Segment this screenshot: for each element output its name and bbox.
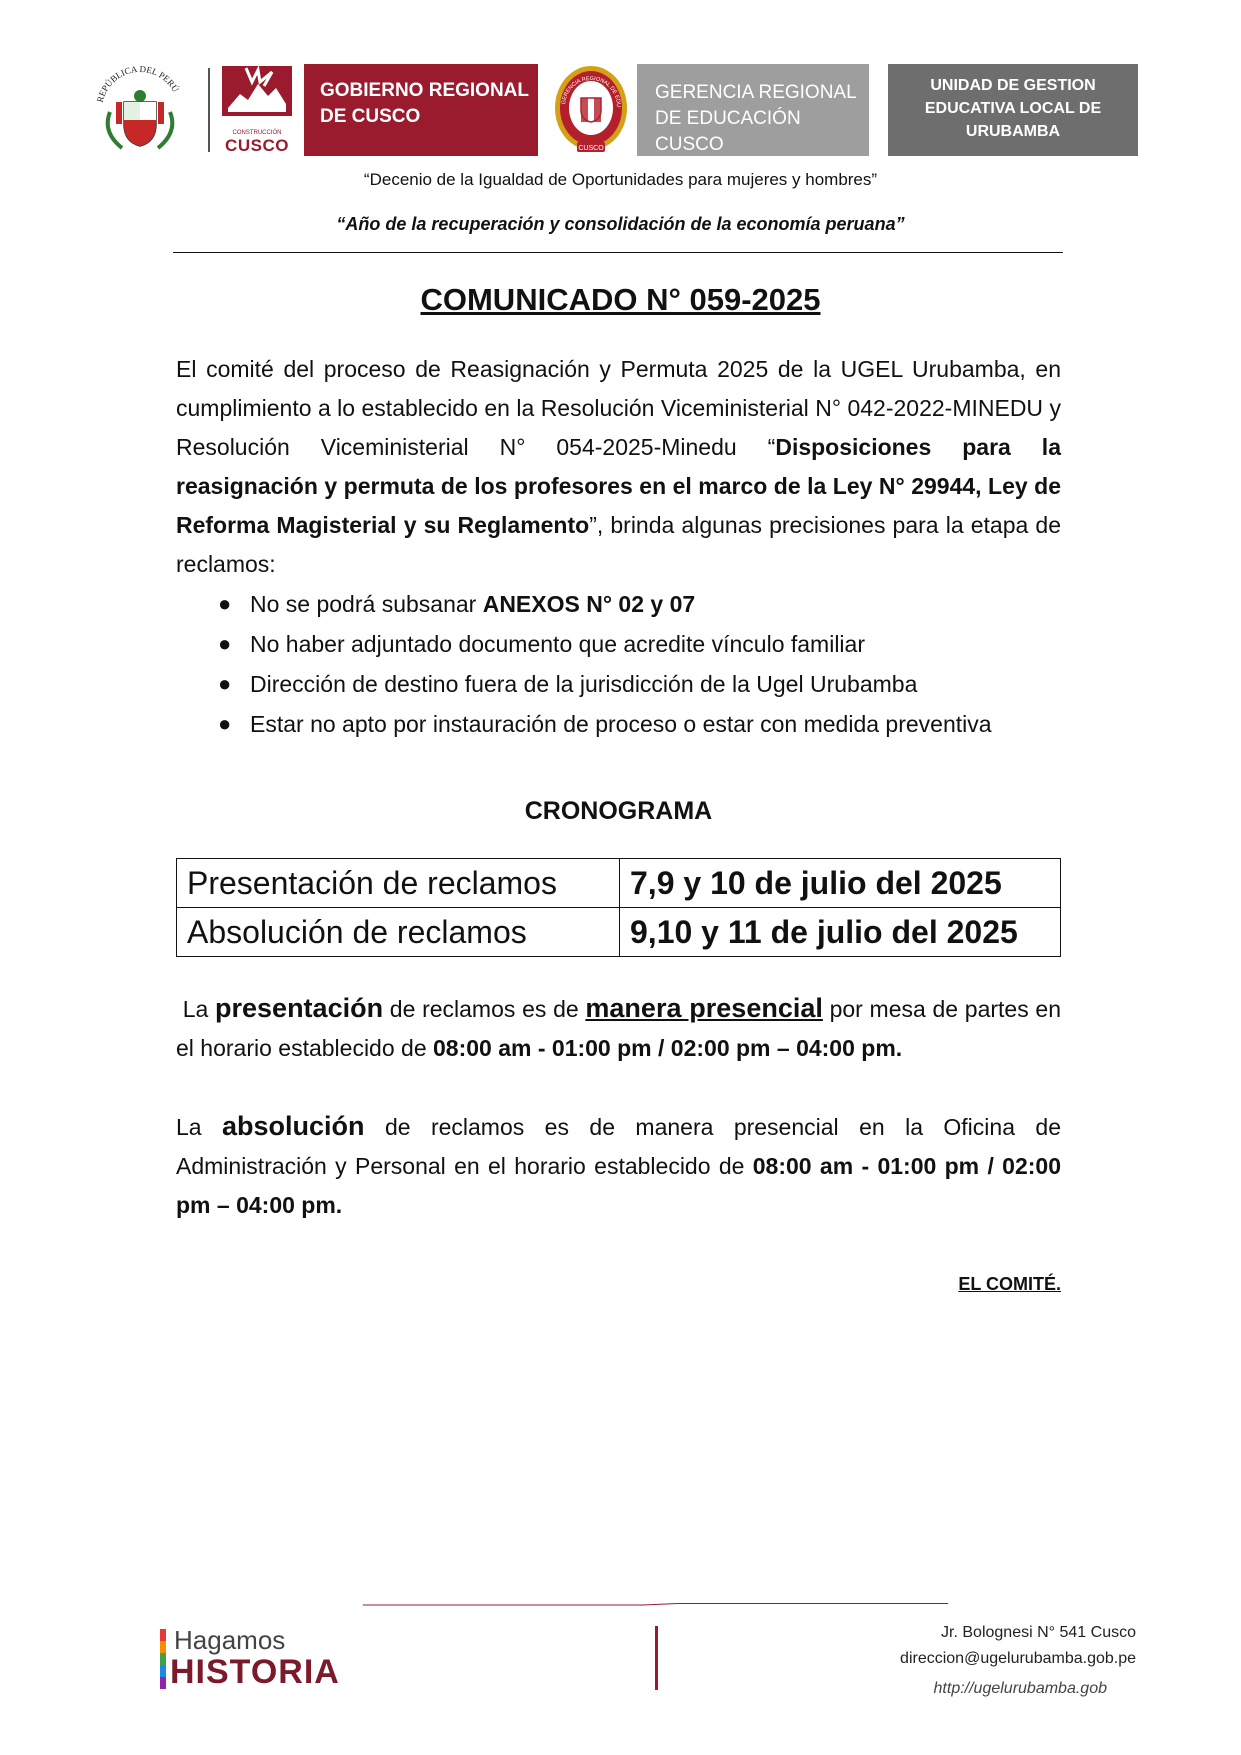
- cronograma-title: CRONOGRAMA: [524, 797, 713, 825]
- intro-paragraph: [176, 350, 1061, 584]
- bullet-1-text: No se podrá subsanar: [250, 591, 483, 617]
- cusco-logo-caption: CUSCO: [225, 136, 289, 155]
- intro-text-1: El comité del proceso de Reasignación y Permuta 2025 de la UGEL Urubamba, en cumplimiento a lo establecido en la Resolución Viceministerial N° 042-2022-MINEDU y Resolución Viceministerial N° 054-2025-Minedu “: [176, 356, 1061, 460]
- gerencia-line-1: GERENCIA REGIONAL: [655, 82, 857, 103]
- emblem-ring-text: GERENCIA REGIONAL DE EDU: [560, 75, 622, 108]
- document-body: [176, 350, 1061, 1304]
- decenio-motto: “Decenio de la Igualdad de Oportunidades para mujeres y hombres”: [363, 170, 878, 189]
- para1-bold-2: manera presencial: [585, 993, 823, 1023]
- para1-text-1: La: [182, 996, 216, 1022]
- bullet-4-text: Estar no apto por instauración de proceso o estar con medida preventiva: [250, 711, 992, 737]
- ugel-line-3: URUBAMBA: [965, 123, 1061, 140]
- peru-seal-text: REPÚBLICA DEL PERÚ: [94, 63, 181, 104]
- rainbow-bar-icon: [160, 1629, 166, 1689]
- para1-text-3: por mesa de partes en el horario establecido de: [176, 996, 1062, 1061]
- footer-email[interactable]: direccion@ugelurubamba.gob.pe: [900, 1650, 1136, 1667]
- list-item: [218, 664, 1061, 704]
- bullet-3-text: Dirección de destino fuera de la jurisdicción de la Ugel Urubamba: [250, 671, 918, 697]
- table-cell-dates: 7,9 y 10 de julio del 2025: [620, 859, 1061, 908]
- gobierno-line-1: GOBIERNO REGIONAL: [320, 80, 530, 101]
- list-item: [218, 584, 1061, 624]
- brand-line-1: Hagamos: [174, 1625, 286, 1655]
- bullet-icon: ●: [218, 631, 232, 656]
- precisions-list: [176, 584, 1061, 744]
- intro-text-2: ”, brinda algunas precisiones para la etapa de reclamos:: [176, 512, 1061, 577]
- bullet-1-bold: ANEXOS N° 02 y 07: [482, 591, 696, 617]
- ugel-line-2: EDUCATIVA LOCAL DE: [924, 100, 1102, 117]
- header-divider: [208, 68, 210, 152]
- bullet-icon: ●: [218, 591, 232, 616]
- table-cell-label: Presentación de reclamos: [177, 859, 620, 908]
- cusco-logo-small-text: CONSTRUCCIÓN: [232, 130, 282, 136]
- year-motto: “Año de la recuperación y consolidación de la economía peruana”: [336, 214, 905, 234]
- gobierno-regional-box: [304, 64, 538, 156]
- title-text: COMUNICADO N° 059-2025: [420, 282, 821, 317]
- presentation-paragraph: [176, 989, 1061, 1068]
- gerencia-line-2: DE EDUCACIÓN CUSCO: [655, 108, 801, 155]
- para2-bold-1: absolución: [222, 1111, 365, 1141]
- intro-bold-text: Disposiciones para la reasignación y permuta de los profesores en el marco de la Ley N° 29944, Ley de Reforma Magisterial y su Reglamento: [176, 434, 1061, 538]
- signature: EL COMITÉ.: [958, 1274, 1061, 1294]
- footer-contact: [900, 1620, 1136, 1672]
- gerencia-education-emblem: [551, 64, 631, 156]
- header-rule: [173, 252, 1063, 253]
- cronograma-table: [176, 858, 1061, 957]
- para1-bold-1: presentación: [215, 993, 384, 1023]
- bullet-icon: ●: [218, 711, 232, 736]
- ugel-box: [888, 64, 1138, 156]
- table-cell-label: Absolución de reclamos: [177, 908, 620, 957]
- list-item: [218, 704, 1061, 744]
- para1-text-2: de reclamos es de: [383, 996, 586, 1022]
- para2-text-2: de reclamos es de manera presencial en la Oficina de Administración y Personal en el horario establecido de: [176, 1114, 1061, 1179]
- footer-divider: [655, 1626, 658, 1690]
- para1-schedule: 08:00 am - 01:00 pm / 02:00 pm – 04:00 pm.: [433, 1035, 903, 1061]
- table-row: [177, 908, 1061, 957]
- brand-line-2: HISTORIA: [170, 1653, 340, 1691]
- table-cell-dates: 9,10 y 11 de julio del 2025: [620, 908, 1061, 957]
- gobierno-line-2: DE CUSCO: [320, 106, 421, 127]
- document-title: [0, 282, 1241, 318]
- peru-coat-of-arms-logo: [92, 62, 188, 158]
- letterhead: [92, 62, 1137, 158]
- footer-address: Jr. Bolognesi N° 541 Cusco: [941, 1624, 1136, 1641]
- absolution-paragraph: [176, 1107, 1061, 1225]
- footer-rule: [70, 1603, 1241, 1606]
- para2-text-1: La: [176, 1114, 223, 1140]
- hagamos-historia-logo: [160, 1625, 400, 1695]
- para2-schedule: 08:00 am - 01:00 pm / 02:00 pm – 04:00 pm.: [176, 1153, 1061, 1218]
- gerencia-regional-box: [637, 64, 869, 156]
- table-row: [177, 859, 1061, 908]
- ugel-line-1: UNIDAD DE GESTION: [930, 77, 1096, 94]
- footer-website-link[interactable]: http://ugelurubamba.gob: [933, 1680, 1107, 1697]
- bullet-icon: ●: [218, 671, 232, 696]
- cusco-region-logo: [220, 64, 294, 156]
- list-item: [218, 624, 1061, 664]
- bullet-2-text: No haber adjuntado documento que acredite vínculo familiar: [250, 631, 865, 657]
- emblem-caption: CUSCO: [578, 145, 604, 152]
